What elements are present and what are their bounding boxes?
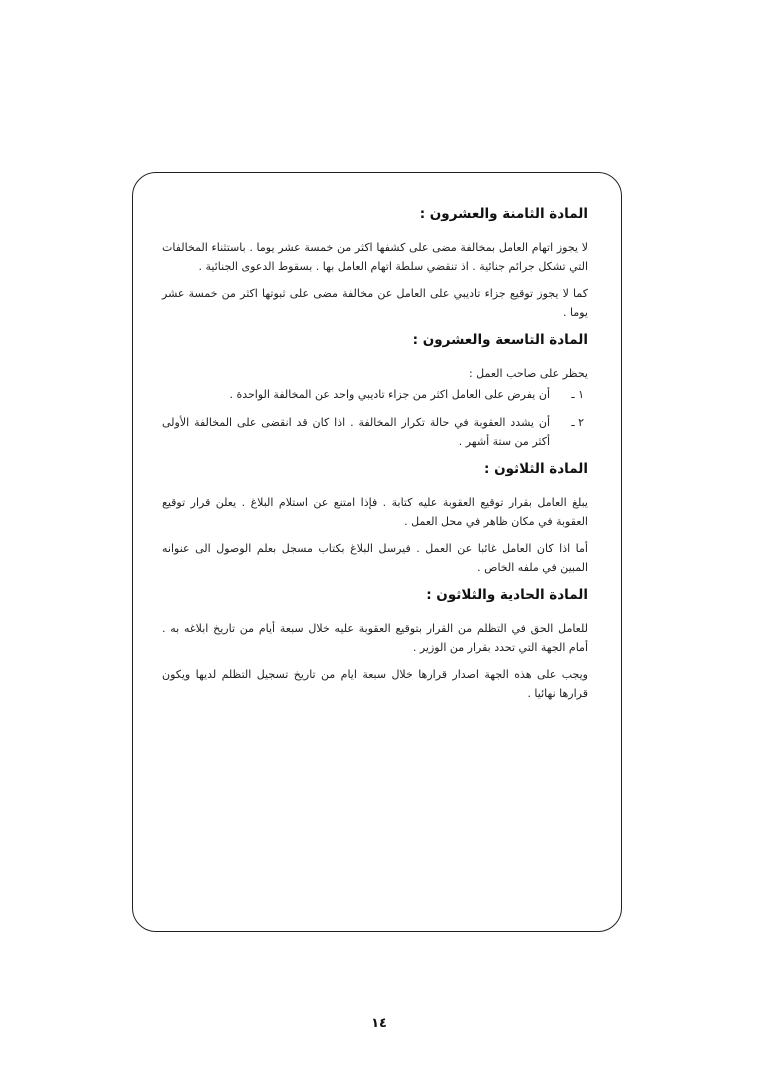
article-28 <box>162 206 588 322</box>
article-paragraph: أما اذا كان العامل غائبا عن العمل . فيرسل البلاغ بكتاب مسجل بعلم الوصول الى عنوانه المبين في ملفه الخاص . <box>162 542 588 574</box>
list-text: أن يفرض على العامل اكثر من جزاء تاديبي واحد عن المخالفة الواحدة . <box>229 388 550 401</box>
article-paragraph: لا يجوز اتهام العامل بمخالفة مضى على كشفها اكثر من خمسة عشر يوما . باستثناء المخالفات التي تشكل جرائم جنائية . اذ تنقضي سلطة اتهام العامل بها . بسقوط الدعوى الجنائية . <box>162 241 588 273</box>
article-31 <box>162 587 588 703</box>
article-intro: يحظر على صاحب العمل : <box>468 367 588 380</box>
article-paragraph: يبلغ العامل بقرار توقيع العقوبة عليه كتابة . فإذا امتنع عن استلام البلاغ . يعلن قرار توقيع العقوبة في مكان ظاهر في محل العمل . <box>162 496 588 528</box>
article-title: المادة الثامنة والعشرون : <box>419 206 588 222</box>
article-title: المادة الحادية والثلاثون : <box>426 587 588 603</box>
list-number: ١ ـ <box>571 388 584 401</box>
article-paragraph: للعامل الحق في التظلم من القرار بتوقيع العقوبة عليه خلال سبعة أيام من تاريخ ابلاغه به . أمام الجهة التي تحدد بقرار من الوزير . <box>162 622 588 654</box>
document-body <box>162 196 588 711</box>
list-item <box>162 385 588 404</box>
page-number: ١٤ <box>371 1016 387 1031</box>
article-29 <box>162 332 588 451</box>
list-text: أن يشدد العقوبة في حالة تكرار المخالفة . اذا كان قد انقضى على المخالفة الأولى أكثر من ستة أشهر . <box>162 416 550 448</box>
list-number: ٢ ـ <box>571 416 584 429</box>
article-title: المادة الثلاثون : <box>483 461 588 477</box>
article-title: المادة التاسعة والعشرون : <box>412 332 588 348</box>
article-paragraph: كما لا يجوز توقيع جزاء تاديبي على العامل عن مخالفة مضى على ثبوتها اكثر من خمسة عشر يوما . <box>162 287 588 319</box>
article-paragraph: ويجب على هذه الجهة اصدار قرارها خلال سبعة ايام من تاريخ تسجيل التظلم لديها ويكون قرارها نهائيا . <box>162 668 588 700</box>
article-30 <box>162 461 588 577</box>
list-item <box>162 413 588 451</box>
